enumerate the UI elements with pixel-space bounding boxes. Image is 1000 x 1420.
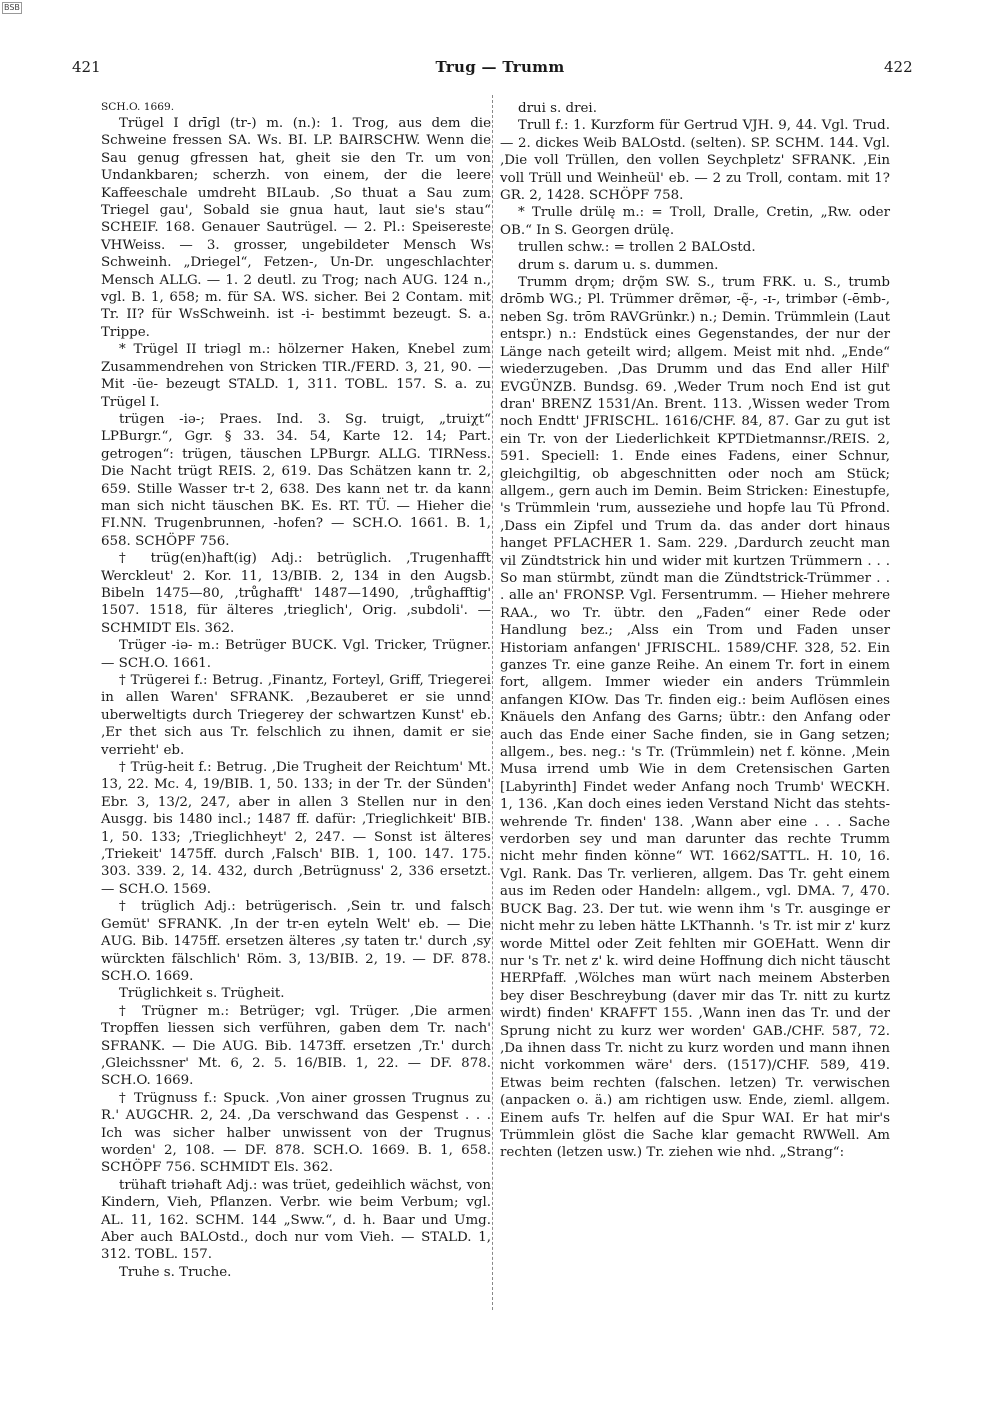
- page-number-left: 421: [72, 58, 101, 76]
- entry-text: * Trügel II triəgl m.: hölzerner Haken, Knebel zum Zusammendrehen von Stricken TIR./FERD. 3, 21, 90. — Mit -üe- bezeugt STALD. 1, 311. TOBL. 157. S. a. zu Trügel I.: [101, 342, 491, 410]
- entry-text: Trügel I drīgl (tr-) m. (n.): 1. Trog, aus dem die Schweine fressen SA. Ws. BI. LP. BAIRSCHW. Wenn die Sau genug gfressen hat, gheit sie den Tr. um von Undankbaren; scherzh. von einem, der die leere Kaffeeschale umdreht BILaub. ‚So thuat a Sau zum Triegel gau', Sobald sie gnua haut, laut sie's stau“ SCHEIF. 168. Genauer Sautrügel. — 2. Pl.: Speisereste VHWeiss. — 3. grosser, ungebildeter Mensch Ws Schweinh. „Driegel“, Fetzen-, Un-Dr. ungeschlachter Mensch ALLG. — 1. 2 deutl. zu Trog; nach AUG. 124 n., vgl. B. 1, 658; m. für SA. WS. sicher. Bei 2 Contam. mit Tr. II? für WsSchweinh. ist -i- bestimmt bezeugt. S. a. Trippe.: [101, 116, 491, 340]
- entry-text: trullen schw.: = trollen 2 BALOstd.: [518, 240, 756, 256]
- entry-text: * Trulle drülę m.: = Troll, Dralle, Cretin, „Rw. oder OB.“ In S. Georgen drülę.: [500, 205, 890, 238]
- entry-text: † Trügerei f.: Betrug. ‚Finantz, Forteyl, Griff, Triegerei in allen Waren' SFRANK. ‚Bezauberet er sie unnd uberweltigts durch Triegerey der schwartzen Kunst' eb. ‚Er thet sich aus Tr. felschlich zu ihnen, damit er sie verrieht' eb.: [101, 673, 491, 758]
- entry-text: Truhe s. Truche.: [119, 1264, 232, 1280]
- entry-text: † trüg(en)haft(ig) Adj.: betrüglich. ‚Trugenhafft Werckleut' 2. Kor. 11, 13/BIB. 2, 134 in den Augsb. Bibeln 1475—80, ‚trůghafft' 1487—1490, ‚trůghafftig' 1507. 1518, für älteres ‚trieglich', Orig. ‚subdoli'. — SCHMIDT Els. 362.: [101, 551, 491, 636]
- entry-text: † Trügner m.: Betrüger; vgl. Trüger. ‚Die armen Tropffen liessen sich verführen, gaben dem Tr. nach' SFRANK. — Die AUG. Bib. 1473ff. ersetzen ‚Tr.' durch ‚Gleichssner' Mt. 6, 2. 5. 16/BIB. 1, 22. — DF. 878. SCH.O. 1669.: [101, 1003, 491, 1089]
- running-head: Trug — Trumm: [435, 58, 565, 76]
- entry-text: † Trüg-heit f.: Betrug. ‚Die Trugheit der Reichtum' Mt. 13, 22. Mc. 4, 19/BIB. 1, 50. 133; in der Tr. der Sünden' Ebr. 3, 13/2, 247, aber in allen 3 Stellen nur in den Ausgg. bis 1480 incl.; 1487 ff. dafür: ‚Trieglichkeit' BIB. 1, 50. 133; ‚Trieglichheyt' 2, 247. — Sonst ist älteres ‚Triekeit' 1475ff. durch ‚Falsch' BIB. 1, 100. 147. 175. 303. 339. 2, 14. 432, durch ‚Betrügnuss' 2, 336 ersetzt. — SCH.O. 1569.: [101, 760, 491, 897]
- column-divider: [492, 95, 493, 1310]
- entry-text: † Trügnuss f.: Spuck. ‚Von ainer grossen Trugnus zu R.' AUGCHR. 2, 24. ‚Da verschwand das Gespenst . . . Ich was sicher halber unwissent von der Trugnus worden' 2, 108. — DF. 878. SCH.O. 1669. B. 1, 658. SCHÖPF 756. SCHMIDT Els. 362.: [101, 1090, 491, 1176]
- entry-text: Trüglichkeit s. Trügheit.: [119, 986, 285, 1002]
- entry-text: † trüglich Adj.: betrügerisch. ‚Sein tr. und falsch Gemüt' SFRANK. ‚In der tr-en eyteln Welt' eb. — Die AUG. Bib. 1475ff. ersetzen älteres ‚sy taten tr.' durch ‚sy würckten fälschlich' Röm. 3, 13/BIB. 2, 19. — DF. 878. SCH.O. 1669.: [101, 899, 491, 984]
- left-column: [101, 100, 491, 1281]
- entry-text: Trull f.: 1. Kurzform für Gertrud VJH. 9, 44. Vgl. Trud. — 2. dickes Weib BALOstd. (selten). SP. SCHM. 144. Vgl. ‚Die voll Trüllen, den vollen Seychpletz' SFRANK. ‚Ein voll Trüll und Weinheül' eb. — 2 zu Troll, contam. mit 1? GR. 2, 1428. SCHÖPF 758.: [500, 118, 890, 204]
- right-column: [500, 100, 890, 1162]
- entry-text: trühaft triəhaft Adj.: was trüet, gedeihlich wächst, von Kindern, Vieh, Pflanzen. Verbr. wie beim Verbum; vgl. AL. 11, 162. SCHM. 144 „Sww.“, d. h. Baar und Umg. Aber auch BALOstd., doch nur vom Vieh. — STALD. 1, 312. TOBL. 157.: [101, 1177, 491, 1263]
- entry-text: trügen -iə-; Praes. Ind. 3. Sg. truigt, „truiχt“ LPBurgr.“, Ggr. § 33. 34. 54, Karte 12. 14; Part. getrogen“: trügen, täuschen LPBurgr. ALLG. TIRNess. Die Nacht trügt REIS. 2, 619. Das Schätzen kann tr. 2, 659. Stille Wasser tr-t 2, 638. Des kann net tr. da kann man sich nicht täuschen BK. Es. RT. TÜ. — Hieher die FI.NN. Trugenbrunnen, -hofen? — SCH.O. 1661. B. 1, 658. SCHÖPF 756.: [101, 411, 491, 549]
- entry-text: SCH.O. 1669.: [101, 101, 175, 113]
- entry-text: Trumm drǫm; drǫ̃m SW. S., trum FRK. u. S., trumb drōmb WG.; Pl. Trümmer drẽmər, -ę̃-, -ɪ-, trimbər (-ēmb-, neben Sg. trōm RAVGrünkr.) n.; Demin. Trümmlein (Laut entspr.) n.: Endstück eines Gegenstandes, der nur der Länge nach geteilt wird; allgem. Meist mit nhd. „Ende“ wiederzugeben. ‚Das Drumm und das End aller Hilf' EVGÜNZB. Bundsg. 69. ‚Weder Trum noch End ist gut dran' BRENZ 1531/An. Brent. 113. ‚Wissen weder Trom noch Endtt' JFRISCHL. 1616/CHF. 84, 87. Gar zu gut ist ein Tr. von der Liederlichkeit KPTDietmannsr./REIS. 2, 591. Speciell: 1. Ende eines Fadens, einer Schnur, gleichgiltig, ob abgeschnitten oder noch am Stück; allgem., gern auch im Demin. Beim Stricken: Einestupfe, 's Trümmlein 'rum, ausseziehe und hopfe lau Tü Pfrond. ‚Dass ein Zipfel und Trum da. das ander dort hinaus hanget PFLACHER 1. Sam. 229. ‚Dardurch zeucht man vil Zündtstrick hin und wider mit kurtzen Trümmern . . . So man stürmbt, zündt man die Zündtstrick-Trümmer . . . alle an' FRONSP. Vgl. Fersentrumm. — Hieher mehrere RAA., wo Tr. übtr. den „Faden“ einer Rede oder Handlung bez.; ‚Alss ein Trom und Faden unser Historiam anfangen' JFRISCHL. 1589/CHF. 328, 52. Ein ganzes Tr. eine ganze Reihe. An einem Tr. fort in einem fort, allgem. Immer wieder ein anders Trümmlein anfangen KIOw. Das Tr. finden eig.: beim Auflösen eines Knäuels den Anfang des Garns; übtr.: den Anfang oder auch das Ende einer Sache finden, sie in Gang setzen; allgem., bes. neg.: 's Tr. (Trümmlein) net f. könne. ‚Mein Musa irrend umb Wie in dem Cretensischen Garten [Labyrinth] Findet weder Anfang noch Trumb' WECKH. 1, 136. ‚Kan doch eines ieden Verstand Nicht das stehts-wehrende Tr. finden' 138. ‚Wann aber eine . . . Sache verdorben sey und man darunter das rechte Trumm nicht mehr finden könne“ WT. 1662/SATTL. H. 10, 16. Vgl. Rank. Das Tr. verlieren, allgem. Das Tr. geht einem aus im Reden oder Handeln: allgem., vgl. DMA. 7, 470. BUCK Bag. 23. Der tut. wie wenn ihm 's Tr. ausginge er nicht mehr zu leben hätte LKThannh. 's Tr. ist mir z' kurz worde Mittel oder Zeit fehlten mir GOEHatt. Wenn dir nur 's Tr. net z' k. wird deine Hoffnung dich nicht täuscht HERPfaff. ‚Wölches man würt nach meinem Absterben bey diser Beschreybung (daver mir das Tr. nitt zu kurtz wirdt) finden' KRAFFT 155. ‚Wann inen das Tr. und der Sprung nicht zu kurz wer worden' GAB./CHF. 587, 72. ‚Da ihnen dass Tr. nicht zu kurz worden und mann ihnen nicht vorkommen wäre' ders. (1517)/CHF. 589, 419. Etwas beim rechten (falschen. letzen) Tr. verwischen (anpacken o. ä.) am richtigen usw. Ende, zieml. allgem. Einem aufs Tr. helfen auf die Spur WAI. Er hat mir's Trümmlein glöst die Sache klar gemacht RWWell. Am rechten (letzen usw.) Tr. ziehen wie nhd. „Strang“:: [500, 275, 890, 1161]
- entry-text: drui s. drei.: [518, 101, 597, 116]
- entry-text: Trüger -iə- m.: Betrüger BUCK. Vgl. Tricker, Trügner. — SCH.O. 1661.: [101, 638, 491, 671]
- entry-text: drum s. darum u. s. dummen.: [518, 257, 719, 273]
- library-stamp: BSB: [4, 3, 20, 12]
- page-number-right: 422: [884, 58, 913, 76]
